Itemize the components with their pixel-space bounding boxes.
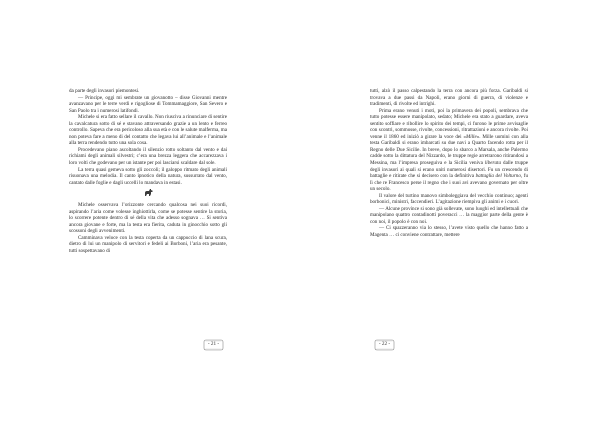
left-page xyxy=(69,88,227,255)
paragraph: La terra quasi gemeva sotto gli zoccoli; il galoppo ritmato degli animali risuonava una melodia. Il canto ipnotico della natura, sussurrato dal vento, cantato dalle foglie e dagli uccelli lo mandava in estasi. xyxy=(69,166,227,186)
paragraph: Camminava veloce con la testa coperta da un cappuccio di lana scura, dietro di lui un manipolo di servitori e fedeli ai Borboni, l’aria era pesante, tutti sospettavano di xyxy=(69,234,227,255)
page-number-right xyxy=(374,339,395,351)
paragraph: Prima erano venuti i moti, poi la primavera dei popoli, sembrava che tutto potesse essere manipolato, sedato; Michele era stato a guardare, aveva sentito soffiare e ribollire lo spirito dei tempi, ci furono le prime avvisaglie con scontri, sommosse, rivolte, concessioni, ritrattazioni e ancora rivolte. Poi venne il 1860 ed iniziò a girare la voce dei «Mille». Mille uomini con alla testa Garibaldi si erano imbarcati su due navi a Quarto facendo rotta per il Regno delle Due Sicilie. In breve, dopo lo sbarco a Marsala, anche Palermo cadde sotto la dittatura del Nizzardo, le truppe regie arretrarono ritirandosi a Messina, ma l’impresa proseguiva e la Sicilia veniva liberata dalle truppe degli invasori ai quali si erano uniti numerosi disertori. Fu un crescendo di battaglie e ritirate che si decisero con la definitiva battaglia del Volturno, fu lì che re Francesco perse il regno che i suoi avi avevano governato per oltre un secolo. xyxy=(370,107,528,193)
paragraph: Michele osservava l’orizzonte cercando qualcosa nei suoi ricordi, aspirando l’aria come volesse inghiottirla, come se potesse sentire la storia, lo scorrere potente dentro di sé della vita che adesso sognava … Si sentiva ancora giovane e forte, ma la testa era fierita, caduta in ginocchio sotto gli scossoni degli avvenimenti. xyxy=(69,202,227,235)
paragraph: — Principe, oggi mi sembrate un giovanotto – disse Giovanni mentre avanzavano per le terre verdi e rigogliose di Tommamaggiore, San Severo e San Paolo tra i numerosi latifondi. xyxy=(69,94,227,114)
paragraph: da parte degli invasori piemontesi. xyxy=(69,88,140,94)
horse-ornament-icon xyxy=(69,188,227,197)
paragraph: — Ci spazzeranno via lo stesso, l’avete visto quello che hanno fatto a Magenta … ci conviene contrattare, mettere xyxy=(370,225,528,239)
right-page xyxy=(370,88,528,239)
paragraph: tutti, alzò il passo calpestando la terra con ancora più forza. Garibaldi si trovava a due passi da Napoli, erano giorni di guerra, di violenze e tradimenti, di rivolte ed intrighi. xyxy=(370,88,528,108)
page-number-left xyxy=(203,339,224,351)
paragraph: Michele si era fatto sellare il cavallo. Non riusciva a rinunciare di sentire la cavalcatura sotto di sé e stavano attraversando grazie a un lento e ferreo controllo. Sapeva che era pericoloso alla sua età e con le salute malferma, ma non poteva fare a meno di del contatto che legava lui all’animale e l’animale alla terra rendendo tutto una sola cosa. xyxy=(69,114,227,147)
page-number-text: - 22 - xyxy=(378,341,391,347)
paragraph: Procedevano piano ascoltando il silenzio rotto soltanto dal vento e dai richiami degli animali silvestri; c’era una brezza leggera che accarezzava i loro volti che godevano per un istante per poi lasciarsi scaldare dal sole. xyxy=(69,146,227,167)
paragraph: — Alcune province si sono già sollevate, sono luoghi ed intellettuali che manipolano quattro contadinotti poveracci … la maggior parte della gente è con noi, il popolo è con noi. xyxy=(370,205,528,225)
paragraph: Il valore del turtino manovo simboleggiava del vecchio continuo; agenti borbonici, ministri, faccendieri. L’agitazione riempiva gli animi e i cuori. xyxy=(370,192,528,206)
page-number-text: - 21 - xyxy=(207,341,220,347)
